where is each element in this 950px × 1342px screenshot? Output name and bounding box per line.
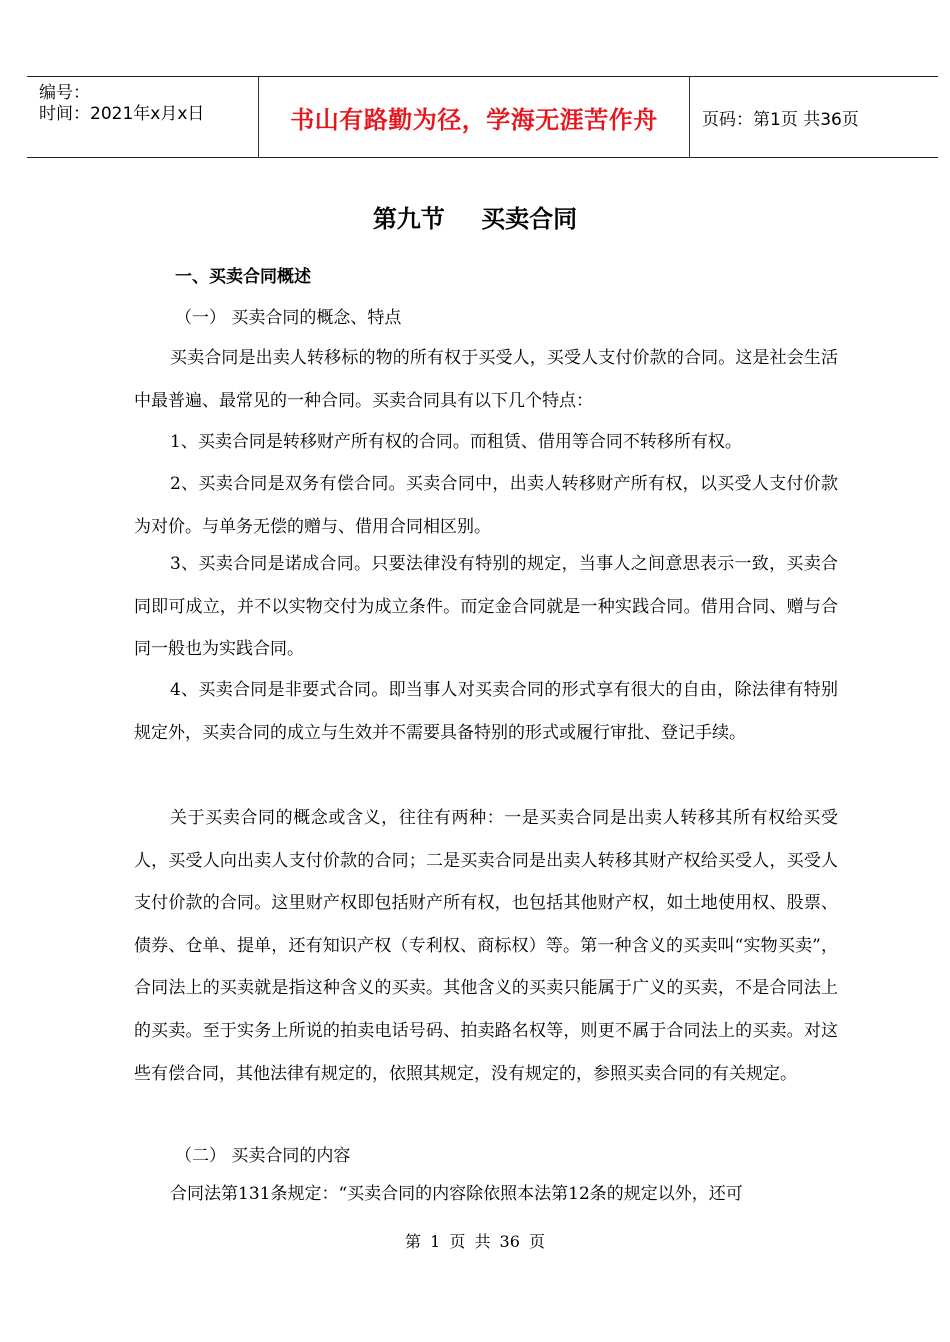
header-page-cell bbox=[690, 77, 938, 157]
header-motto-cell bbox=[259, 77, 690, 157]
document-time-label: 时间：2021年x月x日 bbox=[39, 104, 205, 124]
paragraph-feature-4: 4、买卖合同是非要式合同。即当事人对买卖合同的形式享有很大的自由，除法律有特别规定外，买卖合同的成立与生效并不需要具备特别的形式或履行审批、登记手续。 bbox=[134, 680, 838, 743]
document-header bbox=[27, 76, 938, 158]
paragraph-article-131: 合同法第131条规定：“买卖合同的内容除依照本法第12条的规定以外，还可 bbox=[170, 1184, 743, 1204]
header-info-cell bbox=[27, 77, 259, 157]
motto-text: 书山有路勤为径，学海无涯苦作舟 bbox=[290, 105, 658, 134]
paragraph-definition: 买卖合同是出卖人转移标的物的所有权于买受人，买受人支付价款的合同。这是社会生活中最普遍、最常见的一种合同。买卖合同具有以下几个特点： bbox=[134, 348, 838, 411]
section-heading: 一、买卖合同概述 bbox=[175, 267, 311, 287]
subheading-concept: （一） 买卖合同的概念、特点 bbox=[175, 308, 402, 328]
paragraph-feature-3: 3、买卖合同是诺成合同。只要法律没有特别的规定，当事人之间意思表示一致，买卖合同即可成立，并不以实物交付为成立条件。而定金合同就是一种实践合同。借用合同、赠与合同一般也为实践合同。 bbox=[134, 554, 838, 660]
page-footer: 第 1 页 共 36 页 bbox=[405, 1232, 545, 1251]
page-title: 第九节 买卖合同 bbox=[372, 205, 578, 233]
subheading-content: （二） 买卖合同的内容 bbox=[175, 1146, 351, 1166]
paragraph-feature-2: 2、买卖合同是双务有偿合同。买卖合同中，出卖人转移财产所有权，以买受人支付价款为对价。与单务无偿的赠与、借用合同相区别。 bbox=[134, 474, 838, 537]
document-code-label: 编号： bbox=[39, 83, 90, 103]
paragraph-feature-1: 1、买卖合同是转移财产所有权的合同。而租赁、借用等合同不转移所有权。 bbox=[170, 432, 742, 452]
page-info: 页码：第1页 共36页 bbox=[702, 109, 859, 130]
paragraph-meaning: 关于买卖合同的概念或含义，往往有两种：一是买卖合同是出卖人转移其所有权给买受人，买受人向出卖人支付价款的合同；二是买卖合同是出卖人转移其财产权给买受人，买受人支付价款的合同。这里财产权即包括财产所有权，也包括其他财产权，如土地使用权、股票、债券、仓单、提单，还有知识产权（专利权、商标权）等。第一种含义的买卖叫“实物买卖”，合同法上的买卖就是指这种含义的买卖。其他含义的买卖只能属于广义的买卖，不是合同法上的买卖。至于实务上所说的拍卖电话号码、拍卖路名权等，则更不属于合同法上的买卖。对这些有偿合同，其他法律有规定的，依照其规定，没有规定的，参照买卖合同的有关规定。 bbox=[134, 808, 838, 1084]
